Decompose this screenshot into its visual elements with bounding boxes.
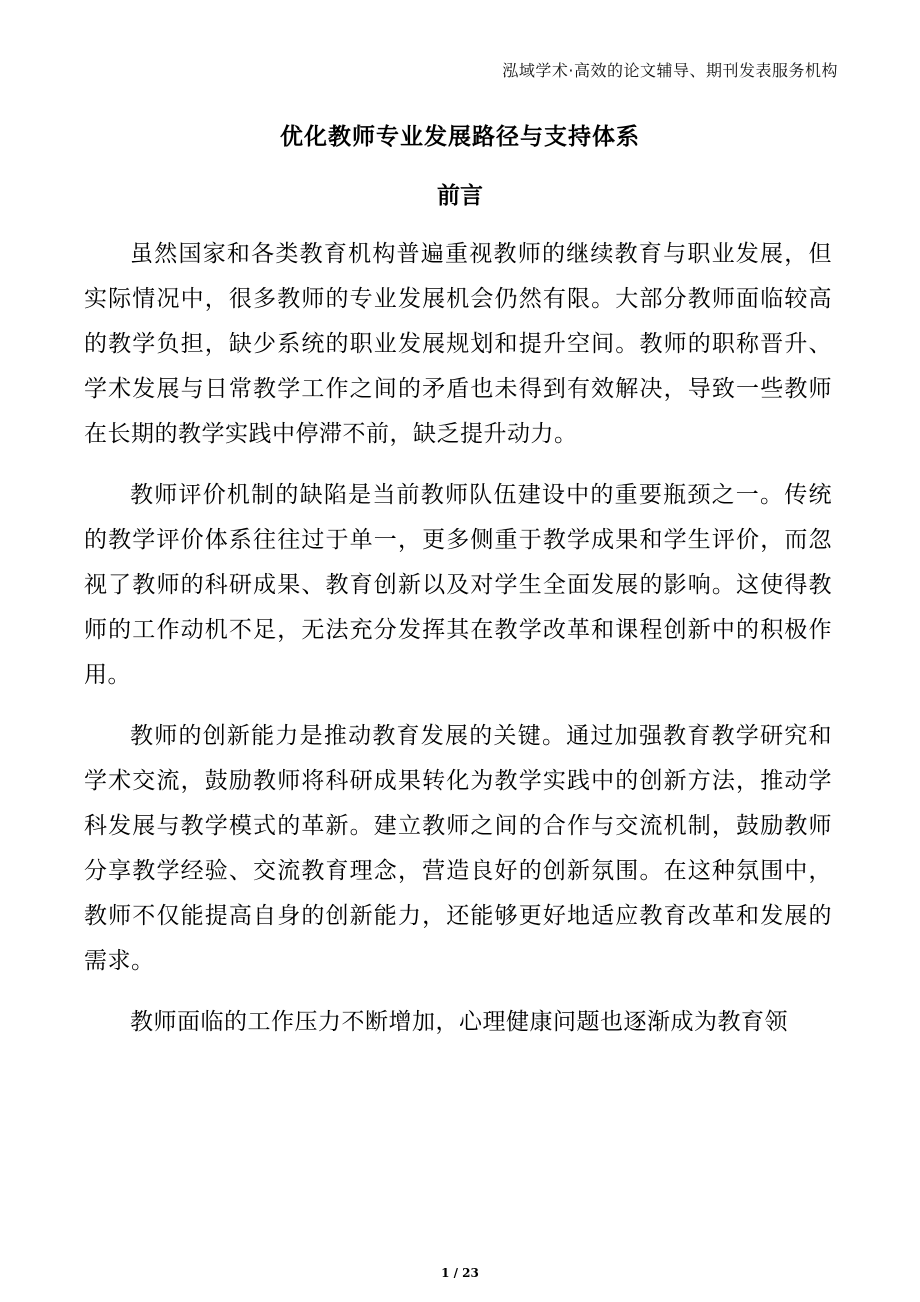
section-title: 前言 <box>437 183 483 209</box>
page-header: 泓域学术·高效的论文辅导、期刊发表服务机构 <box>502 61 838 80</box>
body-text <box>84 232 832 1061</box>
paragraph: 教师的创新能力是推动教育发展的关键。通过加强教育教学研究和学术交流，鼓励教师将科研成果转化为教学实践中的创新方法，推动学科发展与教学模式的革新。建立教师之间的合作与交流机制，鼓励教师分享教学经验、交流教育理念，营造良好的创新氛围。在这种氛围中，教师不仅能提高自身的创新能力，还能够更好地适应教育改革和发展的需求。 <box>84 723 832 974</box>
document-title: 优化教师专业发展路径与支持体系 <box>280 124 640 150</box>
paragraph: 虽然国家和各类教育机构普遍重视教师的继续教育与职业发展，但实际情况中，很多教师的专业发展机会仍然有限。大部分教师面临较高的教学负担，缺少系统的职业发展规划和提升空间。教师的职称晋升、学术发展与日常教学工作之间的矛盾也未得到有效解决，导致一些教师在长期的教学实践中停滞不前，缺乏提升动力。 <box>84 241 832 447</box>
paragraph: 教师评价机制的缺陷是当前教师队伍建设中的重要瓶颈之一。传统的教学评价体系往往过于单一，更多侧重于教学成果和学生评价，而忽视了教师的科研成果、教育创新以及对学生全面发展的影响。这使得教师的工作动机不足，无法充分发挥其在教学改革和课程创新中的积极作用。 <box>84 482 832 688</box>
paragraph: 教师面临的工作压力不断增加，心理健康问题也逐渐成为教育领 <box>130 1009 788 1035</box>
page-number: 1 / 23 <box>441 1266 479 1280</box>
